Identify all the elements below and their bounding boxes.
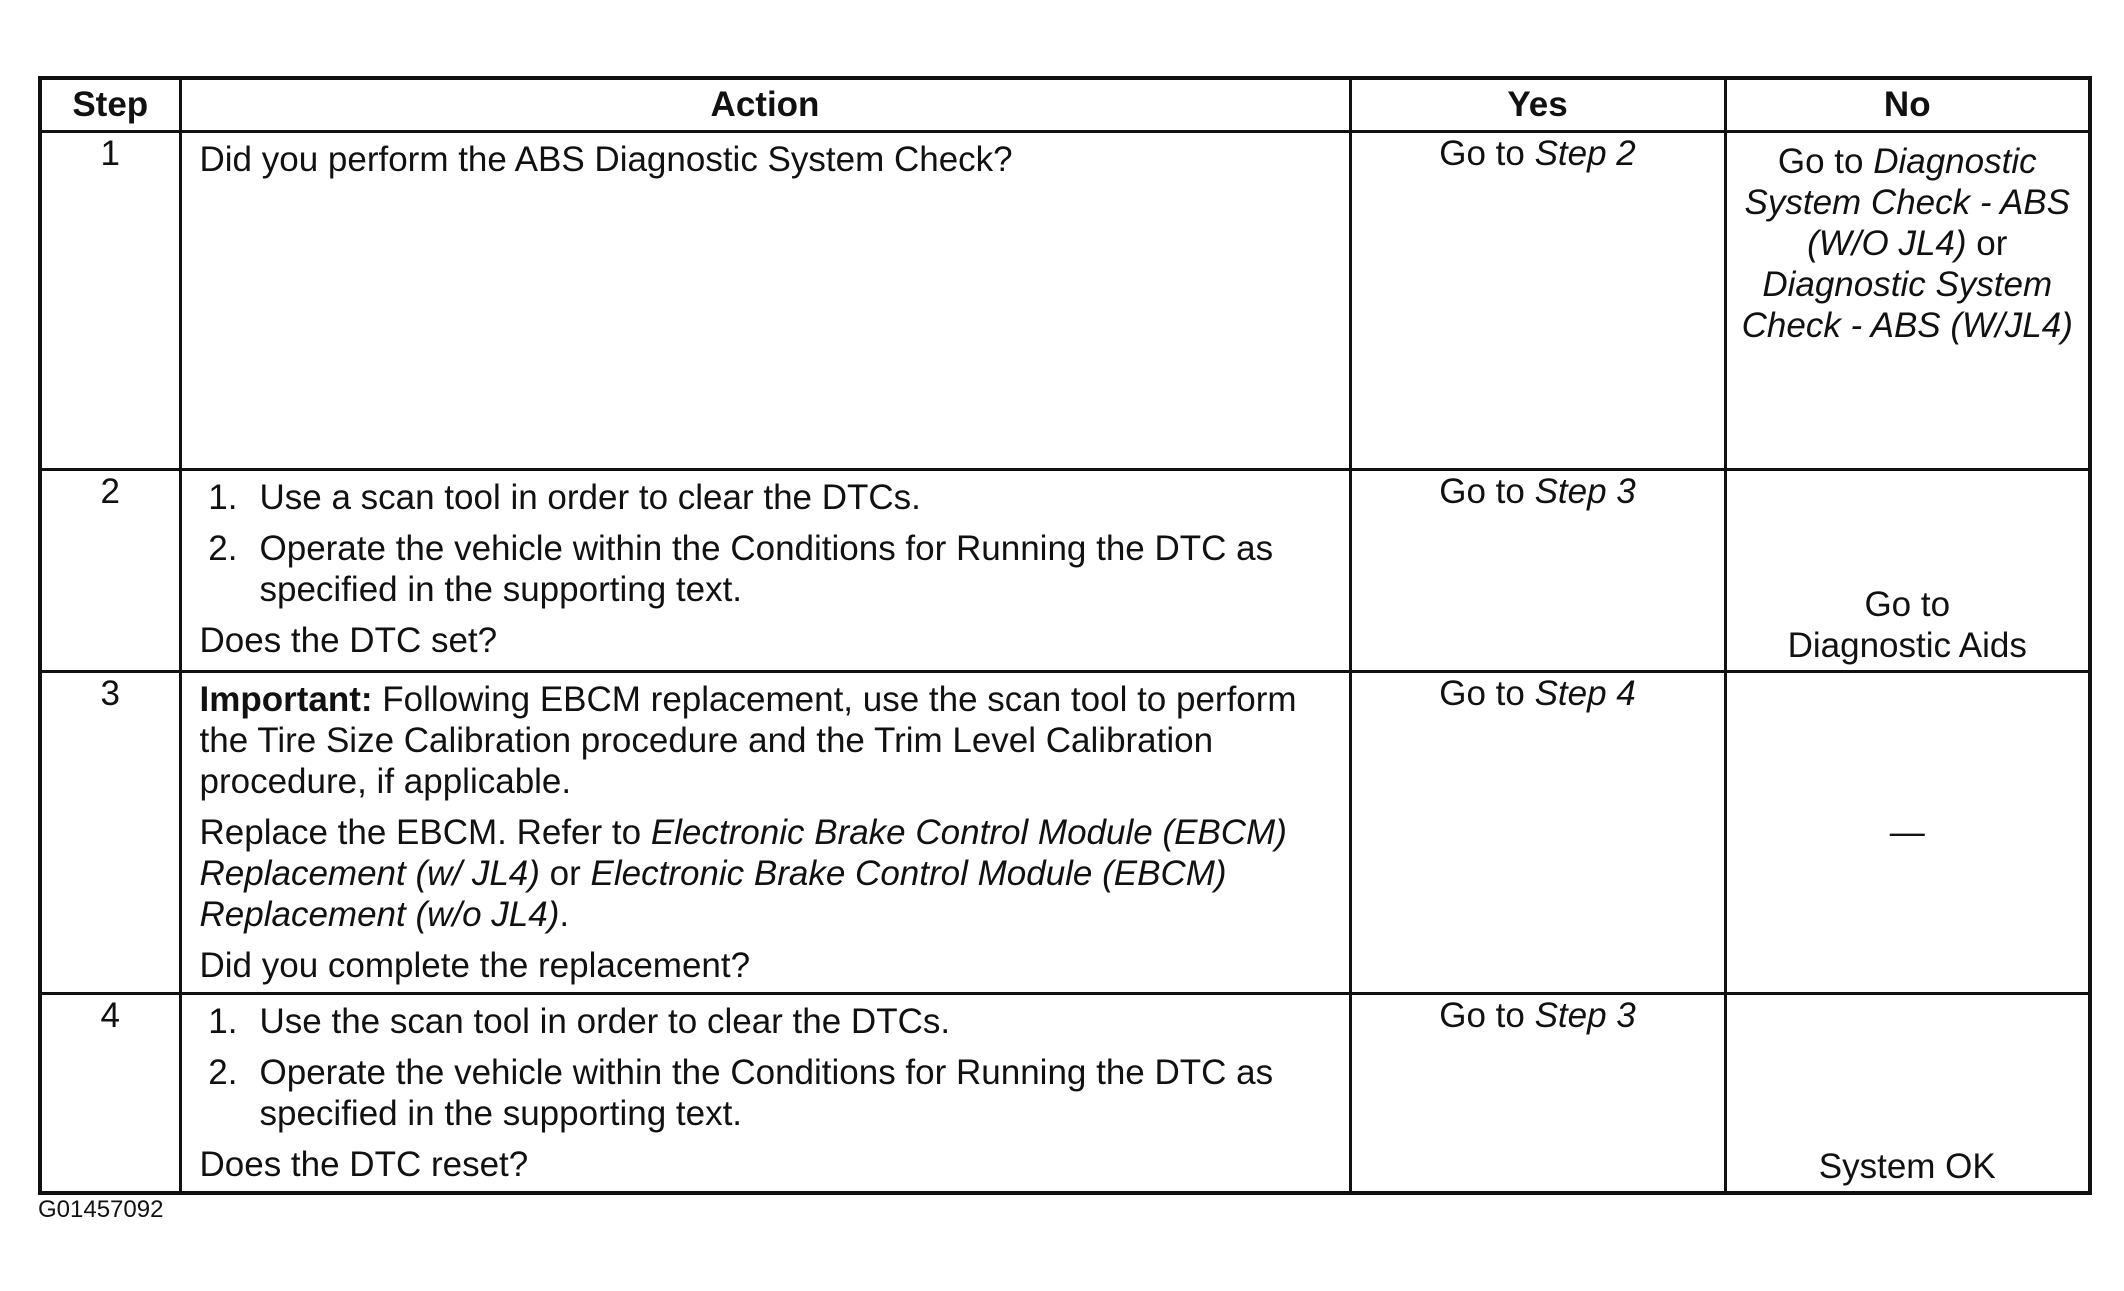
action-list	[200, 477, 1331, 610]
action-cell	[180, 672, 1350, 994]
list-item: 2. Operate the vehicle within the Conditions for Running the DTC as specified in the supporting text.	[208, 1053, 1274, 1133]
no-system-ok: System OK	[1818, 1147, 1996, 1186]
important-note	[200, 679, 1331, 802]
yes-step-link[interactable]: Step 3	[1534, 996, 1636, 1035]
step-number: 2	[40, 470, 180, 672]
no-cell	[1725, 132, 2090, 470]
step-number: 4	[40, 994, 180, 1194]
action-list	[200, 1001, 1331, 1134]
header-action: Action	[180, 78, 1350, 132]
yes-cell	[1350, 132, 1725, 470]
no-cell	[1725, 672, 2090, 994]
action-question: Did you complete the replacement?	[199, 946, 751, 985]
table-row-step-4	[40, 994, 2090, 1194]
action-question: Does the DTC set?	[199, 621, 498, 660]
figure-code: G01457092	[38, 1196, 164, 1223]
no-cell	[1725, 994, 2090, 1194]
step-number: 1	[40, 132, 180, 470]
yes-step-link[interactable]: Step 4	[1534, 674, 1636, 713]
no-dash: —	[1889, 813, 1925, 852]
header-no: No	[1725, 78, 2090, 132]
step-number: 3	[40, 672, 180, 994]
header-yes: Yes	[1350, 78, 1725, 132]
yes-step-link[interactable]: Step 3	[1534, 472, 1636, 511]
no-link-wo-jl4[interactable]: Diagnostic System Check - ABS (W/O JL4)	[1744, 142, 2070, 263]
yes-cell	[1350, 994, 1725, 1194]
no-go-to: Go to	[1864, 585, 1951, 624]
table-row-step-1	[40, 132, 2090, 470]
ebcm-replacement-w-jl4-link[interactable]: Electronic Brake Control Module (EBCM) Replacement (w/ JL4)	[199, 813, 1287, 893]
yes-cell	[1350, 672, 1725, 994]
yes-prefix: Go to	[1439, 472, 1535, 511]
header-row	[40, 78, 2090, 132]
ebcm-replacement-wo-jl4-link[interactable]: Electronic Brake Control Module (EBCM) Replacement (w/o JL4)	[199, 854, 1227, 934]
table-row-step-2	[40, 470, 2090, 672]
list-item: 1. Use a scan tool in order to clear the DTCs.	[208, 478, 921, 517]
header-step: Step	[40, 78, 180, 132]
action-question: Does the DTC reset?	[199, 1145, 529, 1184]
important-label: Important:	[199, 680, 373, 719]
yes-prefix: Go to	[1439, 674, 1535, 713]
replace-text: Replace the EBCM. Refer to	[199, 813, 651, 852]
action-question: Did you perform the ABS Diagnostic System Check?	[199, 140, 1013, 179]
no-prefix: Go to	[1777, 142, 1874, 181]
list-item: 1. Use the scan tool in order to clear the DTCs.	[208, 1002, 951, 1041]
yes-step-link[interactable]: Step 2	[1534, 134, 1636, 173]
action-cell	[180, 132, 1350, 470]
yes-prefix: Go to	[1439, 996, 1535, 1035]
table-row-step-3	[40, 672, 2090, 994]
no-link-w-jl4[interactable]: Diagnostic System Check - ABS (W/JL4)	[1741, 265, 2073, 345]
no-or: or	[1966, 224, 2008, 263]
list-item: 2. Operate the vehicle within the Conditions for Running the DTC as specified in the supporting text.	[208, 529, 1274, 609]
yes-prefix: Go to	[1439, 134, 1535, 173]
no-cell	[1725, 470, 2090, 672]
replace-end: .	[559, 895, 570, 934]
action-cell	[180, 994, 1350, 1194]
no-diagnostic-aids: Diagnostic Aids	[1787, 626, 2027, 665]
replace-instruction	[200, 812, 1331, 935]
replace-or: or	[539, 854, 591, 893]
diagnostic-table	[38, 76, 2092, 1195]
yes-cell	[1350, 470, 1725, 672]
action-cell	[180, 470, 1350, 672]
important-text: Following EBCM replacement, use the scan tool to perform the Tire Size Calibration procedure and the Trim Level Calibration procedure, if applicable.	[199, 680, 1297, 801]
